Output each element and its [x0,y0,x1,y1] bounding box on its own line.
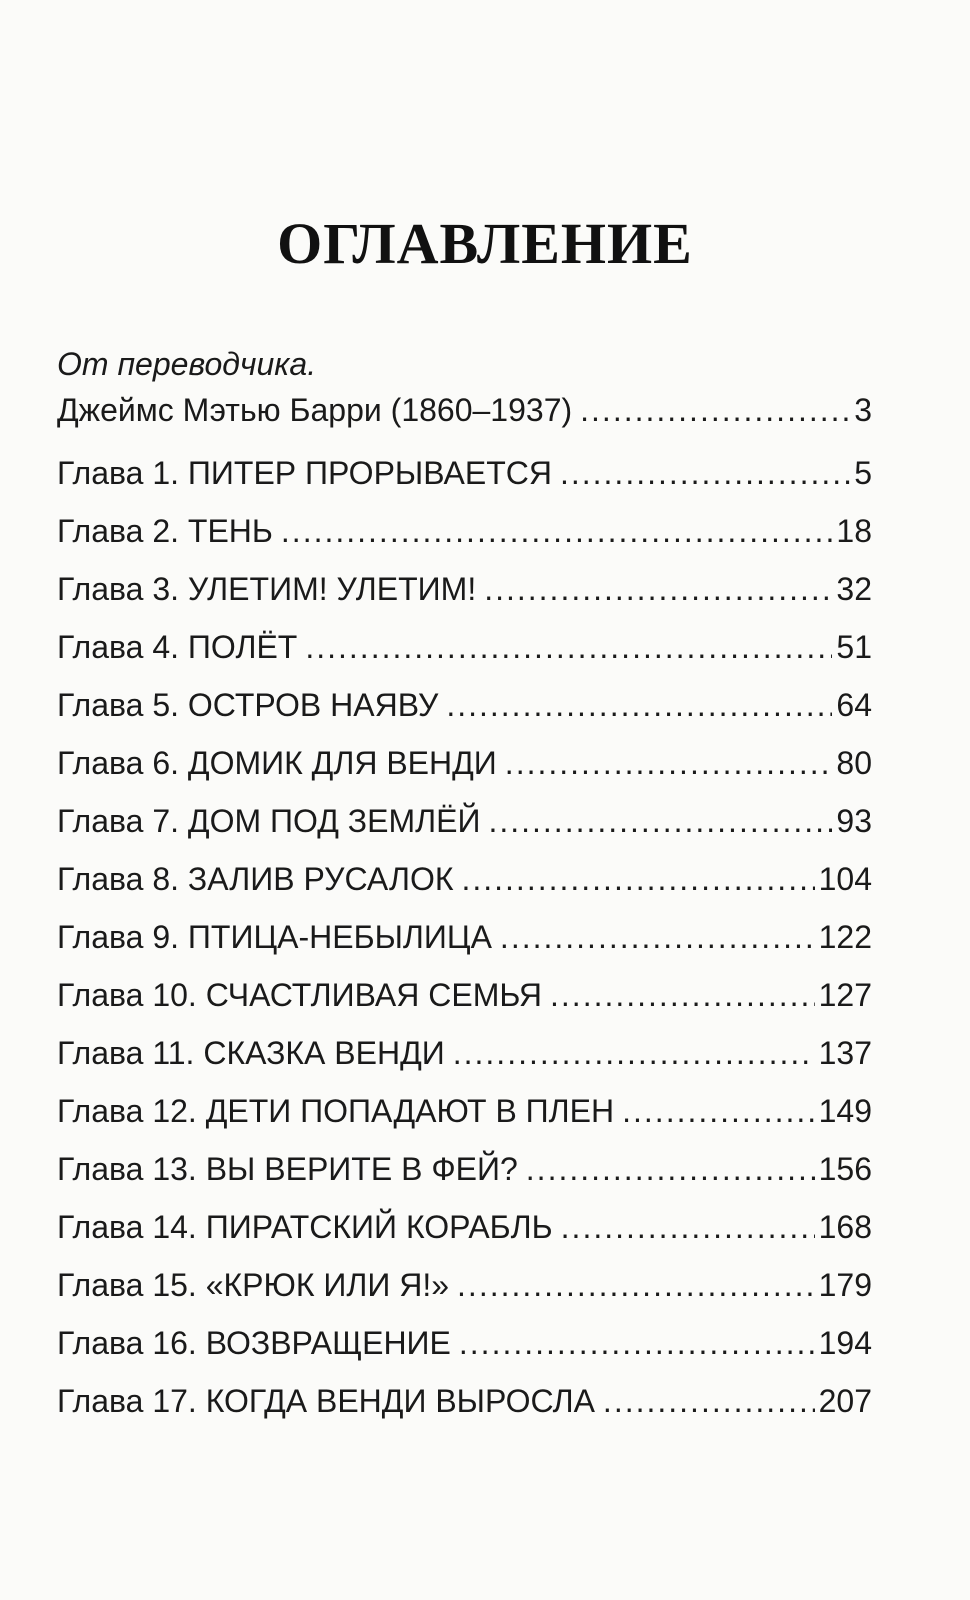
chapter-number: Глава 8. [57,861,180,897]
toc-leader-dots [488,792,832,850]
chapter-title: ДОМ ПОД ЗЕМЛЁЙ [187,803,481,839]
toc-leader-dots [457,1256,815,1314]
toc-leader-dots [505,734,833,792]
toc-entry [57,908,872,966]
toc-leader-dots [461,850,814,908]
chapter-page: 127 [818,977,872,1013]
chapter-title: ПОЛЁТ [187,629,298,665]
chapter-page: 18 [836,513,872,549]
toc-leader-dots [459,1314,815,1372]
chapter-number: Глава 5. [57,687,180,723]
chapter-number: Глава 14. [57,1209,197,1245]
chapter-page: 168 [818,1209,872,1245]
chapter-title: ВЫ ВЕРИТЕ В ФЕЙ? [205,1151,518,1187]
toc-entry [57,1140,872,1198]
toc-entry [57,850,872,908]
chapter-page: 93 [836,803,872,839]
chapter-number: Глава 11. [57,1035,195,1071]
toc-leader-dots [526,1140,815,1198]
toc-entry [57,966,872,1024]
chapter-page: 149 [818,1093,872,1129]
toc-leader-dots [453,1024,815,1082]
chapter-title: УЛЕТИМ! УЛЕТИМ! [187,571,477,607]
toc-entry [57,1256,872,1314]
toc-entry [57,676,872,734]
chapter-title: «КРЮК ИЛИ Я!» [205,1267,450,1303]
chapter-title: ЗАЛИВ РУСАЛОК [187,861,454,897]
toc-entry [57,734,872,792]
chapter-title: ВОЗВРАЩЕНИЕ [205,1325,451,1361]
toc-leader-dots [580,388,850,432]
toc-leader-dots [560,444,850,502]
toc-entry [57,502,872,560]
toc-entry-intro [57,388,872,444]
toc-leader-dots [305,618,832,676]
chapter-page: 122 [818,919,872,955]
chapter-number: Глава 16. [57,1325,197,1361]
chapter-page: 32 [836,571,872,607]
toc-entry [57,1372,872,1430]
intro-label: От переводчика. [57,346,317,382]
chapter-number: Глава 12. [57,1093,197,1129]
chapter-list [57,444,872,1430]
chapter-number: Глава 10. [57,977,197,1013]
toc-entry [57,444,872,502]
chapter-page: 64 [836,687,872,723]
chapter-number: Глава 3. [57,571,180,607]
chapter-page: 104 [818,861,872,897]
table-of-contents [57,340,872,1430]
chapter-page: 156 [818,1151,872,1187]
page-title: ОГЛАВЛЕНИЕ [277,211,693,276]
toc-entry [57,792,872,850]
toc-entry [57,1082,872,1140]
toc-entry [57,618,872,676]
chapter-number: Глава 15. [57,1267,197,1303]
chapter-page: 137 [818,1035,872,1071]
chapter-number: Глава 13. [57,1151,197,1187]
chapter-title: ДОМИК ДЛЯ ВЕНДИ [187,745,497,781]
chapter-title: ПТИЦА-НЕБЫЛИЦА [187,919,492,955]
toc-leader-dots [484,560,832,618]
chapter-page: 80 [836,745,872,781]
chapter-title: ОСТРОВ НАЯВУ [187,687,439,723]
toc-entry-title: Джеймс Мэтью Барри (1860–1937) [57,392,573,428]
chapter-page: 179 [818,1267,872,1303]
chapter-title: ТЕНЬ [187,513,273,549]
chapter-title: СЧАСТЛИВАЯ СЕМЬЯ [205,977,543,1013]
chapter-page: 207 [818,1383,872,1419]
chapter-number: Глава 1. [57,455,180,491]
chapter-page: 51 [836,629,872,665]
toc-leader-dots [603,1372,815,1430]
chapter-number: Глава 4. [57,629,180,665]
toc-entry [57,1314,872,1372]
chapter-page: 5 [854,455,872,491]
chapter-title: СКАЗКА ВЕНДИ [203,1035,445,1071]
chapter-title: ПИТЕР ПРОРЫВАЕТСЯ [187,455,552,491]
chapter-number: Глава 9. [57,919,180,955]
chapter-number: Глава 2. [57,513,180,549]
chapter-title: КОГДА ВЕНДИ ВЫРОСЛА [205,1383,595,1419]
toc-leader-dots [622,1082,814,1140]
chapter-number: Глава 6. [57,745,180,781]
toc-leader-dots [500,908,815,966]
toc-leader-dots [446,676,832,734]
chapter-number: Глава 17. [57,1383,197,1419]
chapter-page: 194 [818,1325,872,1361]
toc-entry [57,1024,872,1082]
chapter-title: ПИРАТСКИЙ КОРАБЛЬ [205,1209,553,1245]
toc-entry [57,1198,872,1256]
toc-entry [57,560,872,618]
toc-entry-page: 3 [854,392,872,428]
toc-leader-dots [561,1198,815,1256]
toc-leader-dots [550,966,815,1024]
chapter-number: Глава 7. [57,803,180,839]
toc-leader-dots [281,502,833,560]
chapter-title: ДЕТИ ПОПАДАЮТ В ПЛЕН [205,1093,615,1129]
